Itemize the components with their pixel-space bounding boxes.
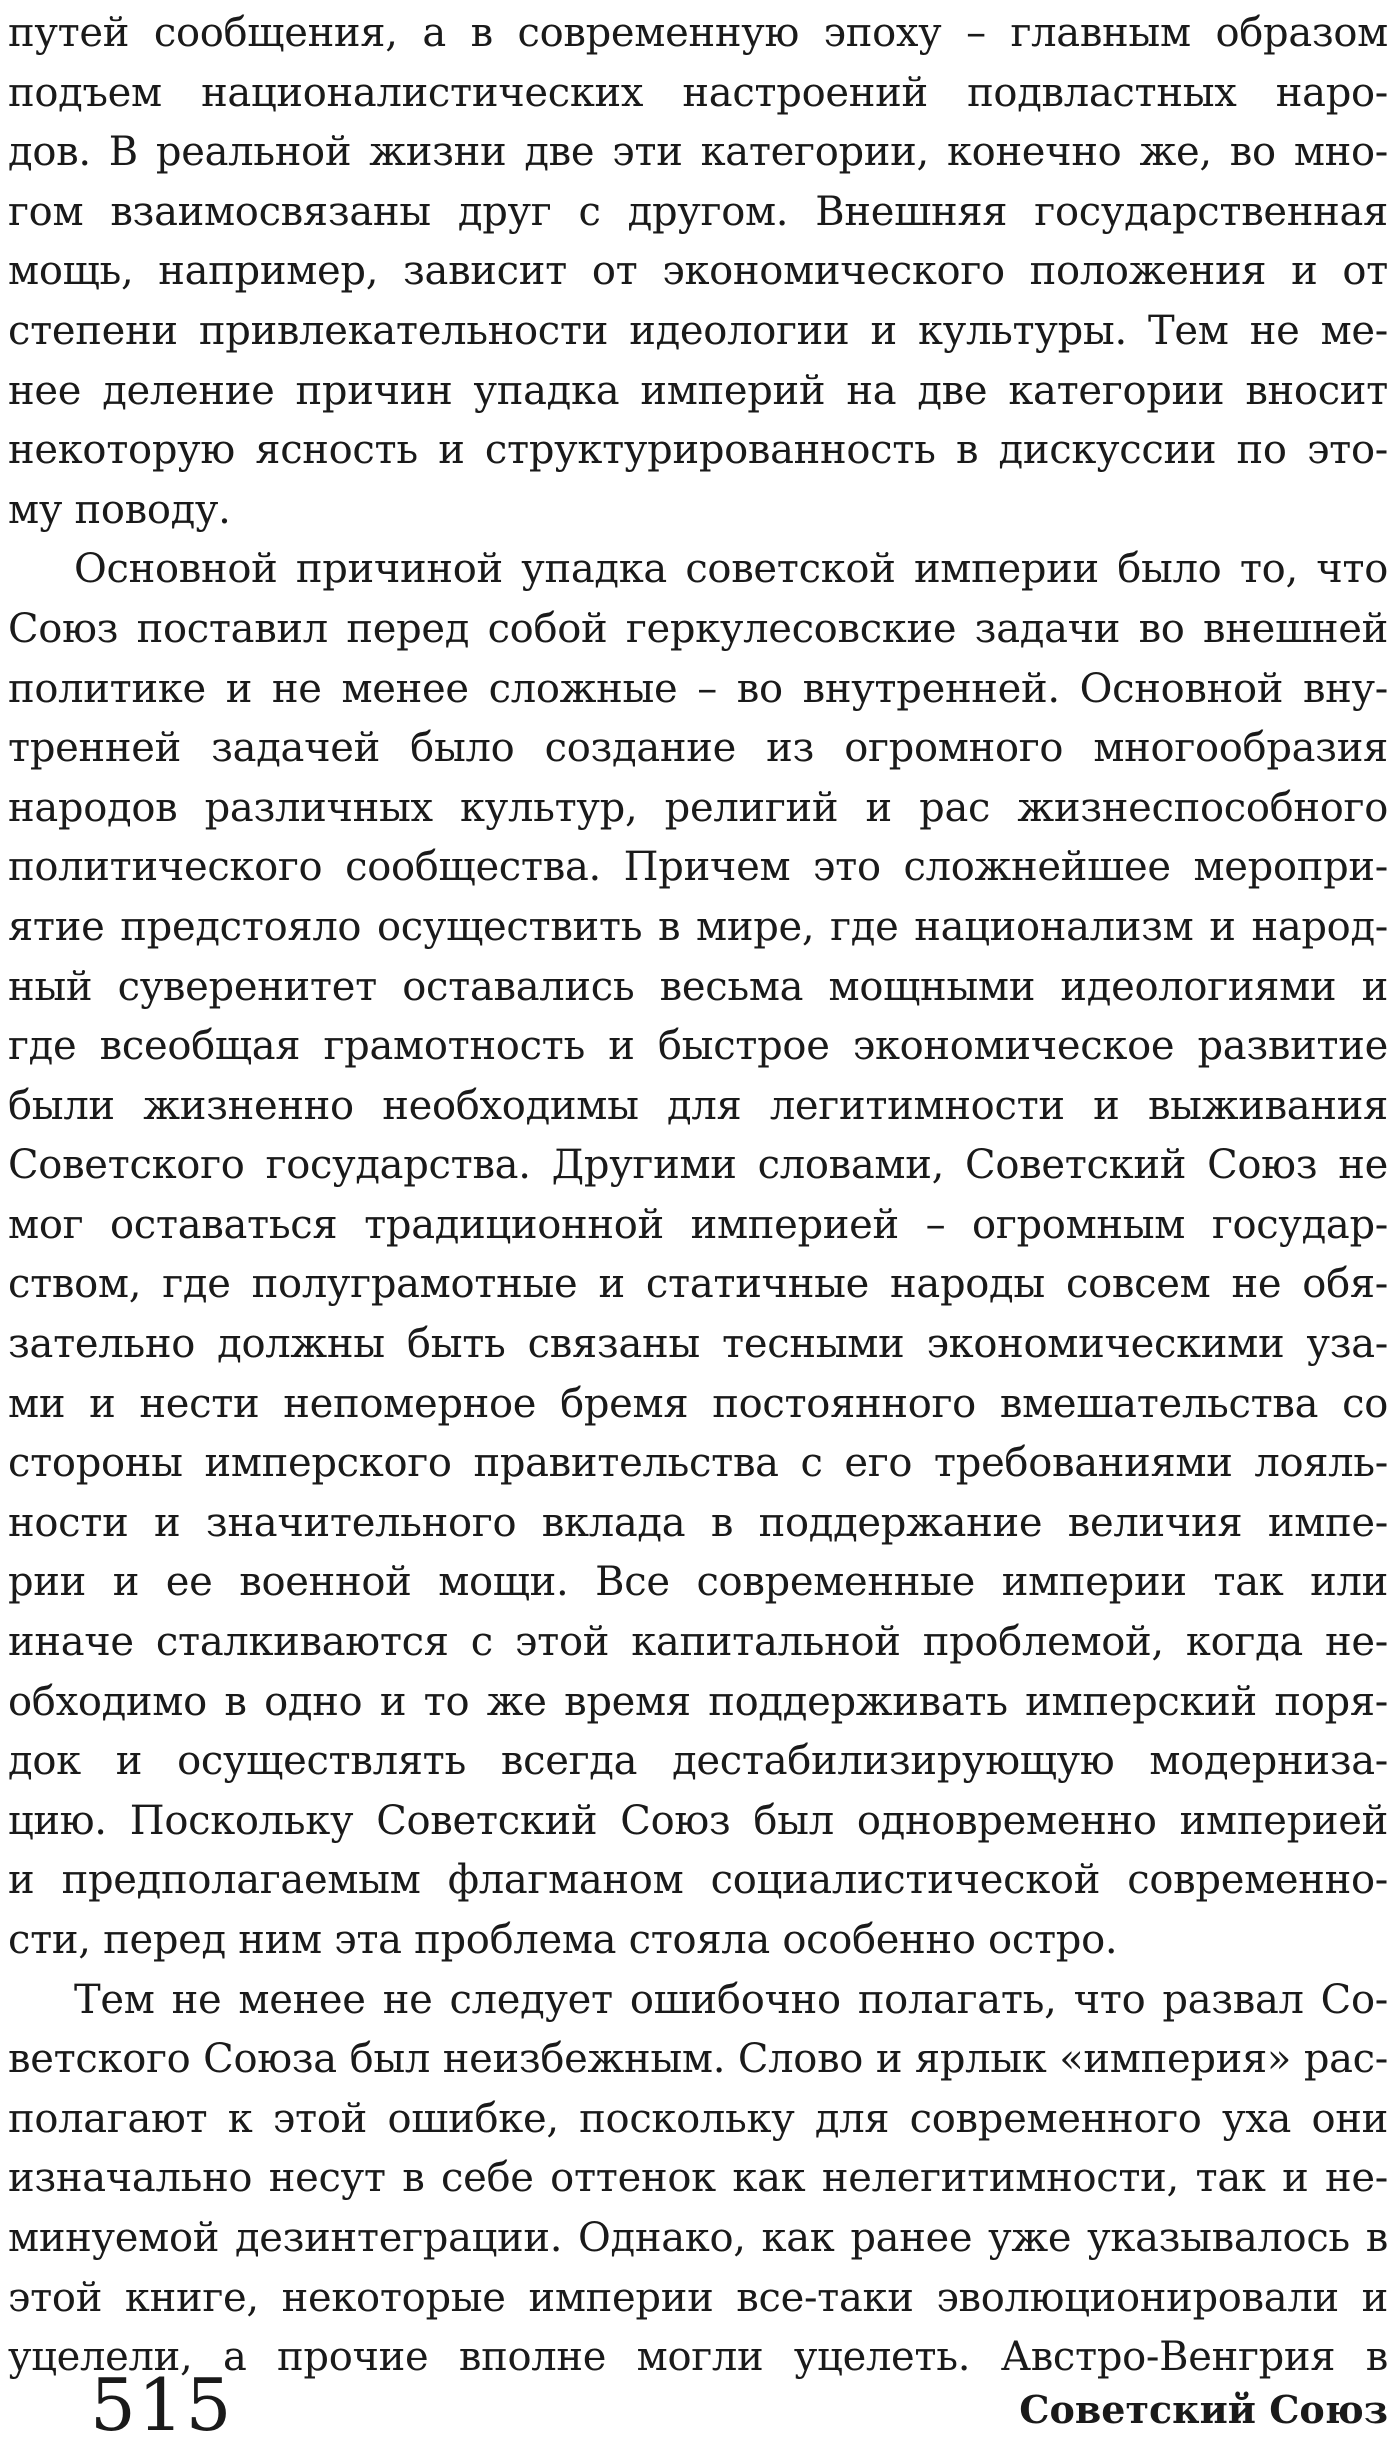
text-line: ный суверенитет оставались весьма мощными идеологиями и (8, 963, 1388, 1010)
text-line: док и осуществлять всегда дестабилизирующую модерниза- (8, 1738, 1388, 1785)
paragraph (8, 540, 1388, 1970)
text-line: стороны имперского правительства с его требованиями лояль- (8, 1440, 1388, 1487)
text-line: рии и ее военной мощи. Все современные империи так или (8, 1559, 1388, 1606)
text-line: минуемой дезинтеграции. Однако, как ранее уже указывалось в (8, 2214, 1388, 2261)
text-line: ми и нести непомерное бремя постоянного вмешательства со (8, 1380, 1388, 1427)
text-line: мог оставаться традиционной империей – огромным государ- (8, 1201, 1388, 1248)
text-line: сти, перед ним эта проблема стояла особенно остро. (8, 1917, 1118, 1963)
text-line: зательно должны быть связаны тесными экономическими уза- (8, 1321, 1388, 1368)
text-line: ятие предстояло осуществить в мире, где национализм и народ- (8, 903, 1388, 950)
page-number: 515 (90, 2363, 234, 2447)
text-line: гом взаимосвязаны друг с другом. Внешняя государственная (8, 188, 1388, 235)
text-line: дов. В реальной жизни две эти категории, конечно же, во мно- (8, 129, 1388, 176)
text-line: иначе сталкиваются с этой капитальной проблемой, когда не- (8, 1619, 1388, 1666)
text-line: политического сообщества. Причем это сложнейшее меропри- (8, 844, 1388, 891)
text-line: нее деление причин упадка империй на две категории вносит (8, 367, 1388, 414)
text-line: некоторую ясность и структурированность в дискуссии по это- (8, 427, 1388, 474)
text-line: были жизненно необходимы для легитимности и выживания (8, 1082, 1388, 1129)
text-line: ветского Союза был неизбежным. Слово и ярлык «империя» рас- (8, 2036, 1388, 2083)
text-line: подъем националистических настроений подвластных наро- (8, 69, 1388, 116)
paragraph (8, 1971, 1388, 2388)
text-line: где всеобщая грамотность и быстрое экономическое развитие (8, 1023, 1388, 1070)
book-page (8, 0, 1388, 2460)
text-line: политике и не менее сложные – во внутренней. Основной вну- (8, 665, 1388, 712)
text-line: Союз поставил перед собой геркулесовские задачи во внешней (8, 605, 1388, 652)
text-line: Основной причиной упадка советской империи было то, что (74, 546, 1388, 593)
text-line: изначально несут в себе оттенок как нелегитимности, так и не- (8, 2155, 1388, 2202)
page-footer (8, 2360, 1388, 2450)
text-line: этой книге, некоторые империи все-таки эволюционировали и (8, 2274, 1388, 2321)
running-head: Советский Союз (1019, 2387, 1388, 2432)
body-text (8, 4, 1388, 2388)
text-line: народов различных культур, религий и рас жизнеспособного (8, 784, 1388, 831)
text-line: мощь, например, зависит от экономического положения и от (8, 248, 1388, 295)
text-line: степени привлекательности идеологии и культуры. Тем не ме- (8, 307, 1388, 354)
text-line: му поводу. (8, 486, 231, 533)
text-line: уцелели, а прочие вполне могли уцелеть. Австро-Венгрия в (8, 2334, 1388, 2381)
paragraph (8, 4, 1388, 540)
text-line: обходимо в одно и то же время поддерживать имперский поря- (8, 1678, 1388, 1725)
text-line: полагают к этой ошибке, поскольку для современного уха они (8, 2095, 1388, 2142)
text-line: цию. Поскольку Советский Союз был одновременно империей (8, 1797, 1388, 1844)
text-line: и предполагаемым флагманом социалистической современно- (8, 1857, 1388, 1904)
text-line: путей сообщения, а в современную эпоху – главным образом (8, 10, 1388, 56)
text-line: тренней задачей было создание из огромного многообразия (8, 725, 1388, 772)
text-line: ности и значительного вклада в поддержание величия импе- (8, 1499, 1388, 1546)
text-line: Советского государства. Другими словами, Советский Союз не (8, 1142, 1388, 1189)
text-line: Тем не менее не следует ошибочно полагать, что развал Со- (74, 1976, 1388, 2023)
text-line: ством, где полуграмотные и статичные народы совсем не обя- (8, 1261, 1388, 1308)
